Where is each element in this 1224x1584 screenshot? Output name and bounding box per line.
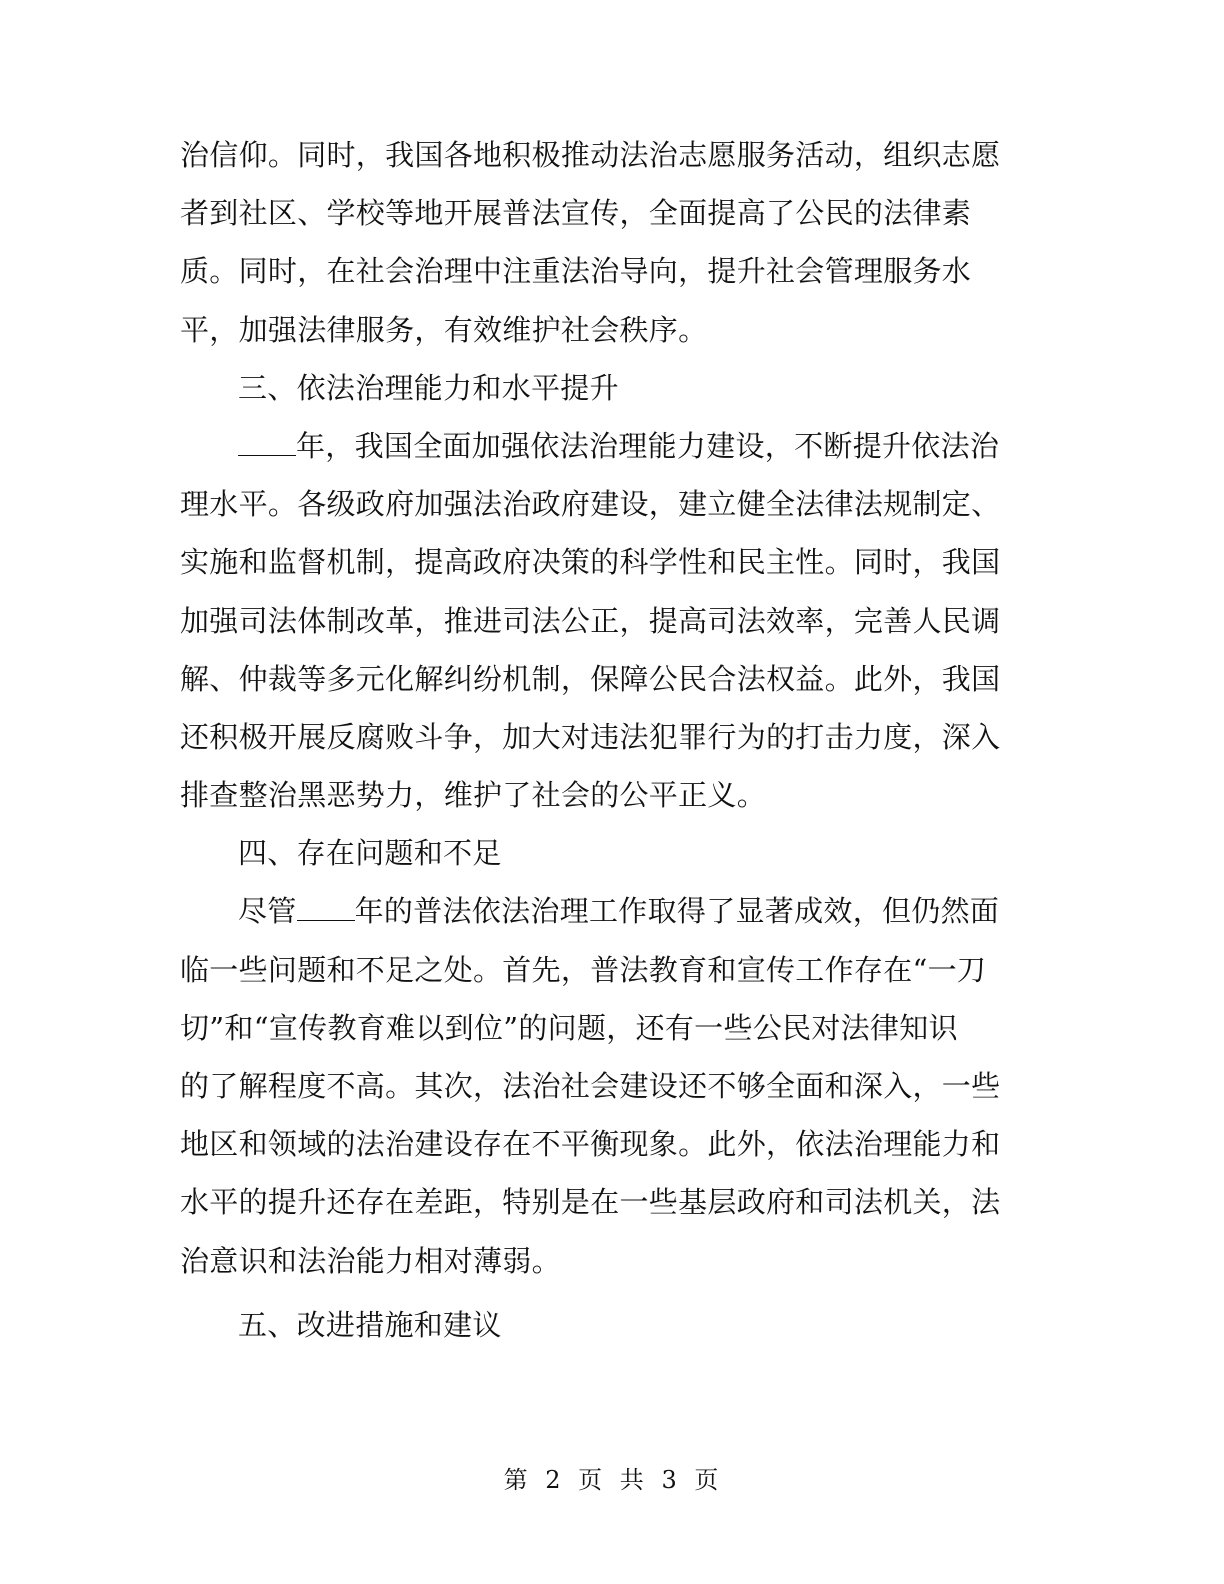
section-heading-4: 四、存在问题和不足 [238,836,502,871]
text-line: 水平的提升还存在差距，特别是在一些基层政府和司法机关，法 [180,1185,1001,1220]
paragraph-3 [180,882,1012,1289]
page-footer [0,1460,1224,1495]
paragraph-1 [180,126,1012,359]
section-heading-5: 五、改进措施和建议 [238,1307,502,1342]
text-fragment: 年的普法依法治理工作取得了显著成效，但仍然面 [354,894,1000,929]
footer-suffix: 页 [694,1466,721,1494]
text-line: 解、仲裁等多元化解纠纷机制，保障公民合法权益。此外，我国 [180,661,1001,696]
text-line [180,882,1012,940]
text-fragment: 年，我国全面加强依法治理能力建设，不断提升依法治 [296,428,1000,463]
text-line: 治意识和法治能力相对薄弱。 [180,1243,561,1278]
paragraph-2 [180,417,1012,824]
fill-blank [297,896,355,921]
text-line: 实施和监督机制，提高政府决策的科学性和民主性。同时，我国 [180,545,1001,580]
text-line: 地区和领域的法治建设存在不平衡现象。此外，依法治理能力和 [180,1127,1001,1162]
current-page-number: 2 [545,1466,563,1494]
text-fragment: 尽管 [238,894,297,929]
text-line: 平，加强法律服务，有效维护社会秩序。 [180,312,708,347]
fill-blank [238,431,296,456]
text-line: 临一些问题和不足之处。首先，普法教育和宣传工作存在“一刀 [180,952,987,987]
footer-prefix: 第 [503,1466,530,1494]
text-line: 治信仰。同时，我国各地积极推动法治志愿服务活动，组织志愿 [180,138,1001,172]
footer-middle: 页 共 [578,1466,646,1494]
text-line: 排查整治黑恶势力，维护了社会的公平正义。 [180,778,767,813]
text-line: 切”和“宣传教育难以到位”的问题，还有一些公民对法律知识 [180,1010,958,1045]
total-page-number: 3 [661,1466,679,1494]
text-line: 质。同时，在社会治理中注重法治导向，提升社会管理服务水 [180,254,972,289]
section-heading-3: 三、依法治理能力和水平提升 [238,370,619,405]
text-line [180,417,1012,475]
text-line: 的了解程度不高。其次，法治社会建设还不够全面和深入，一些 [180,1069,1001,1103]
text-line: 理水平。各级政府加强法治政府建设，建立健全法律法规制定、 [180,487,1001,522]
document-body [180,126,1012,1354]
text-line: 加强司法体制改革，推进司法公正，提高司法效率，完善人民调 [180,603,1001,638]
text-line: 还积极开展反腐败斗争，加大对违法犯罪行为的打击力度，深入 [180,719,1001,754]
text-line: 者到社区、学校等地开展普法宣传，全面提高了公民的法律素 [180,196,972,231]
